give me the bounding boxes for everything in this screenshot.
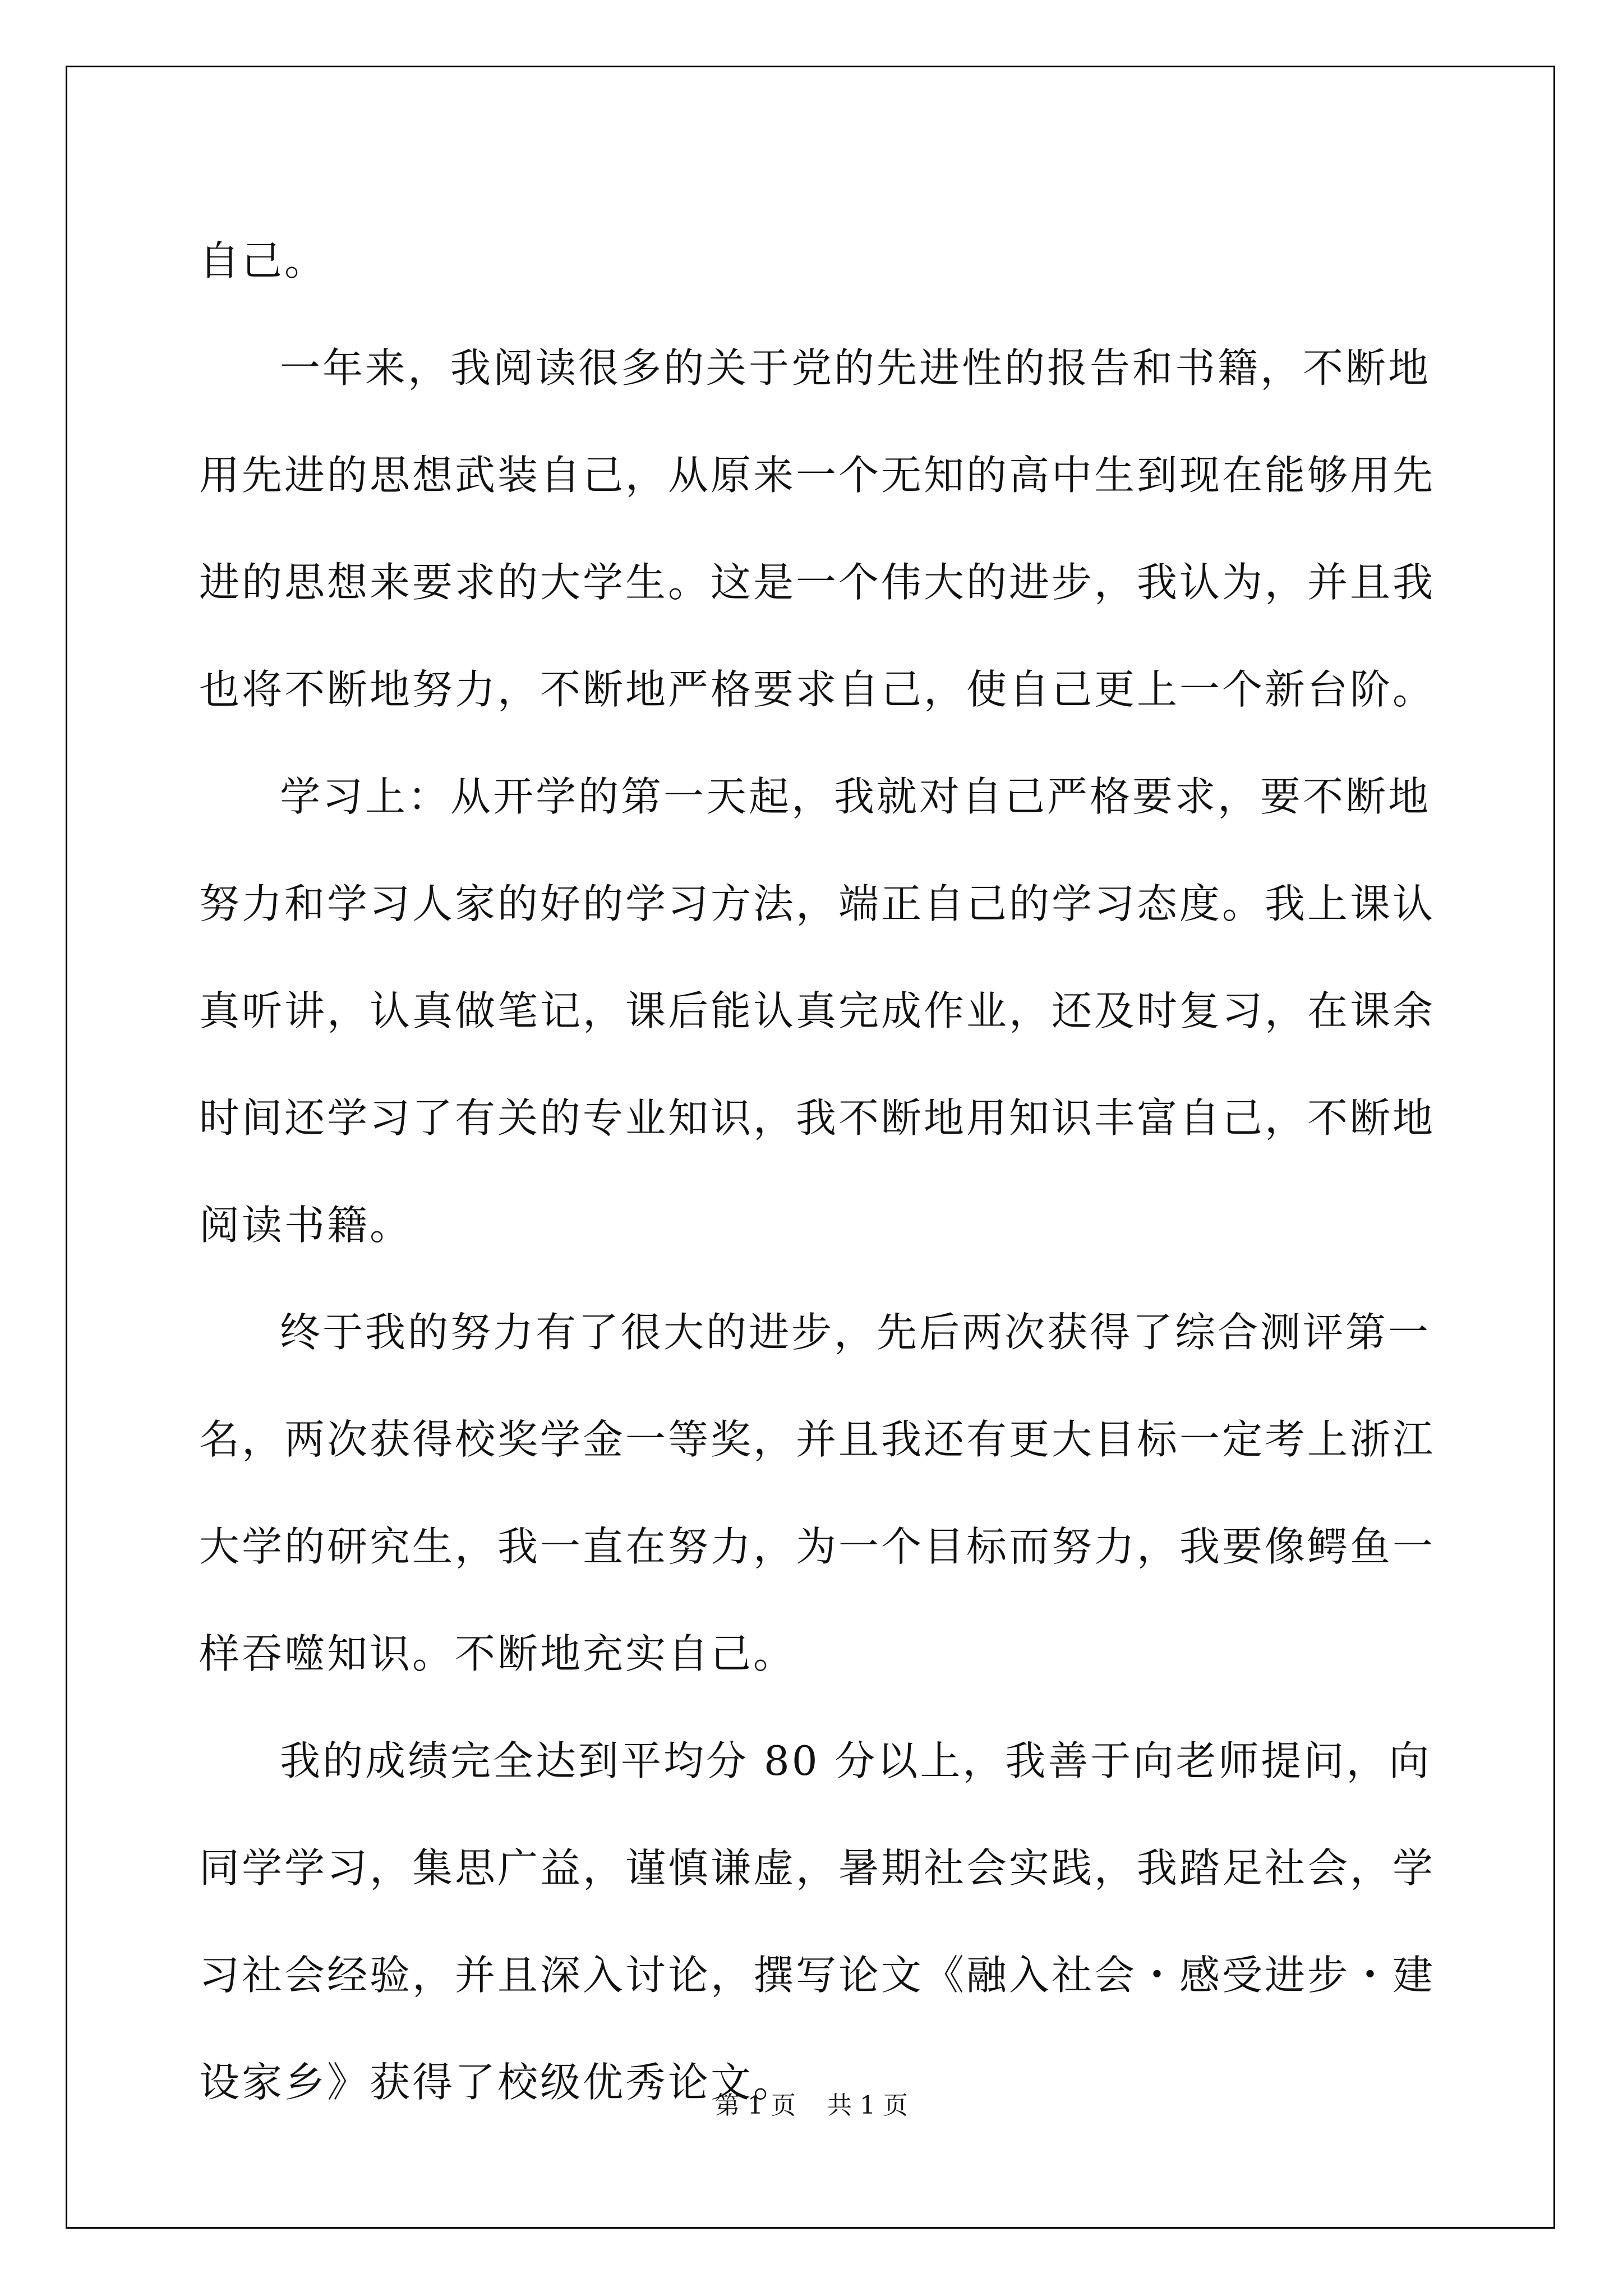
page-number-label: 第 1 页 共 1 页 xyxy=(715,2091,908,2120)
page-footer xyxy=(0,2085,1623,2121)
paragraph-1: 自己。 xyxy=(199,237,328,284)
paragraph-2: 一年来，我阅读很多的关于党的先进性的报告和书籍，不断地用先进的思想武装自己，从原来一个无知的高中生到现在能够用先进的思想来要求的大学生。这是一个伟大的进步，我认为，并且我也将不断地努力，不断地严格要求自己，使自己更上一个新台阶。 xyxy=(199,344,1436,713)
paragraph-5: 我的成绩完全达到平均分 80 分以上，我善于向老师提问，向同学学习，集思广益，谨慎谦虚，暑期社会实践，我踏足社会，学习社会经验，并且深入讨论，撰写论文《融入社会・感受进步・建设家乡》获得了校级优秀论文。 xyxy=(199,1737,1436,2106)
paragraph-3: 学习上：从开学的第一天起，我就对自己严格要求，要不断地努力和学习人家的好的学习方法，端正自己的学习态度。我上课认真听讲，认真做笔记，课后能认真完成作业，还及时复习，在课余时间还学习了有关的专业知识，我不断地用知识丰富自己，不断地阅读书籍。 xyxy=(199,773,1436,1249)
paragraph-4: 终于我的努力有了很大的进步，先后两次获得了综合测评第一名，两次获得校奖学金一等奖，并且我还有更大目标一定考上浙江大学的研究生，我一直在努力，为一个目标而努力，我要像鳄鱼一样吞噬知识。不断地充实自己。 xyxy=(199,1309,1436,1677)
document-body xyxy=(199,208,1467,2136)
